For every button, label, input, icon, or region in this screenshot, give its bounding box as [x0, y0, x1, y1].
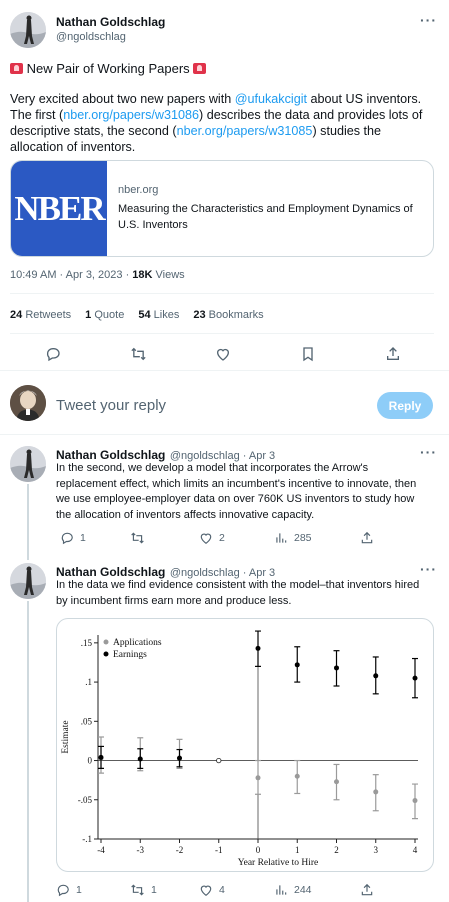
data-point-applications [256, 775, 261, 780]
tweet-stats [10, 309, 264, 321]
share-icon[interactable] [360, 531, 374, 545]
views-count: 18K [132, 269, 153, 281]
bookmarks-stat[interactable]: 23 Bookmarks [193, 309, 264, 321]
reference-point [217, 758, 221, 762]
data-point-applications [373, 789, 378, 794]
views-icon[interactable] [274, 883, 312, 897]
reply-text: In the second, we develop a model that incorporates the Arrow's replacement effect, which limits an incumbent's incentive to innovate, then we use employee-employer data on over 760K US inventors to study how the allocation of inventors affects innovative capacity. [56, 462, 417, 521]
data-point-applications [295, 774, 300, 779]
like-icon[interactable] [215, 346, 231, 362]
x-axis-label: Year Relative to Hire [237, 858, 319, 868]
reply-author-name[interactable]: Nathan Goldschlag [56, 565, 166, 579]
data-point-earnings [177, 756, 182, 761]
siren-emoji-icon [10, 63, 23, 74]
headline-text: New Pair of Working Papers [26, 61, 190, 76]
reply-author-avatar[interactable] [10, 446, 46, 482]
link-preview-card[interactable] [10, 160, 434, 257]
body-text: about US inventors. The first ( [10, 92, 422, 122]
y-tick-label: -.05 [77, 794, 92, 805]
x-tick-label: 3 [373, 845, 378, 855]
views-label: Views [152, 269, 185, 281]
y-tick-label: 0 [87, 755, 92, 766]
views-count: 285 [294, 532, 312, 544]
data-point-earnings [334, 665, 339, 670]
thread-line [27, 484, 29, 560]
y-tick-label: .05 [80, 716, 92, 727]
legend-marker [104, 640, 109, 645]
divider [0, 370, 449, 371]
reply-meta[interactable]: @ngoldschlag · Apr 3 [169, 567, 276, 579]
data-point-earnings [256, 646, 261, 651]
author-avatar[interactable] [10, 12, 46, 48]
body-text: Very excited about two new papers with [10, 92, 235, 106]
card-title: Measuring the Characteristics and Employment Dynamics of U.S. Inventors [118, 203, 413, 231]
like-count: 2 [219, 532, 225, 544]
siren-emoji-icon [193, 63, 206, 74]
thread-line [27, 601, 29, 902]
divider [10, 333, 434, 334]
paper-link-2[interactable]: nber.org/papers/w31085 [176, 124, 313, 138]
retweet-count: 1 [151, 884, 157, 896]
data-point-earnings [413, 676, 418, 681]
share-icon[interactable] [385, 346, 401, 362]
reply-author-name[interactable]: Nathan Goldschlag [56, 448, 166, 462]
legend-label: Earnings [113, 650, 147, 660]
reply-icon[interactable] [60, 531, 86, 545]
divider [0, 434, 449, 435]
retweet-icon[interactable] [130, 531, 151, 545]
reply-count: 1 [76, 884, 82, 896]
mention-link[interactable]: @ufukakcigit [234, 92, 308, 106]
x-tick-label: 2 [334, 845, 339, 855]
y-tick-label: .1 [85, 677, 92, 688]
reply-text: In the data we find evidence consistent with the model–that inventors hired by incumbent firms earn more and produce less. [56, 579, 420, 607]
data-point-applications [413, 798, 418, 803]
reply-button[interactable]: Reply [377, 392, 433, 419]
x-tick-label: 4 [412, 845, 418, 855]
divider [10, 293, 434, 294]
event-study-chart [57, 619, 433, 871]
x-tick-label: -2 [175, 845, 184, 855]
author-name[interactable]: Nathan Goldschlag [56, 15, 166, 29]
body-text: ) describes the data and provides lots of descriptive stats, the second ( [10, 108, 423, 138]
card-domain: nber.org [118, 184, 159, 196]
bookmark-icon[interactable] [300, 346, 316, 362]
quotes-stat[interactable]: 1 Quote [85, 309, 125, 321]
reply-input[interactable] [56, 393, 356, 417]
chart-image[interactable] [56, 618, 434, 872]
data-point-earnings [138, 756, 143, 761]
y-axis-label: Estimate [61, 720, 71, 754]
like-icon[interactable] [199, 531, 225, 545]
x-tick-label: -1 [215, 845, 223, 855]
tweet-timestamp[interactable] [10, 269, 185, 281]
retweets-stat[interactable]: 24 Retweets [10, 309, 72, 321]
legend-label: Applications [113, 638, 162, 648]
y-tick-label: -.1 [82, 834, 92, 844]
retweet-icon[interactable] [130, 883, 157, 897]
data-point-earnings [373, 673, 378, 678]
more-options-icon[interactable]: ··· [420, 12, 437, 28]
like-count: 4 [219, 884, 225, 896]
data-point-applications [334, 779, 339, 784]
y-tick-label: .15 [80, 637, 92, 648]
share-icon[interactable] [360, 883, 374, 897]
data-point-earnings [99, 755, 104, 760]
views-icon[interactable] [274, 531, 312, 545]
nber-logo: NBER [11, 161, 107, 256]
like-icon[interactable] [199, 883, 225, 897]
likes-stat[interactable]: 54 Likes [138, 309, 180, 321]
reply-icon[interactable] [45, 346, 61, 362]
tweet-headline [10, 61, 206, 77]
x-tick-label: 0 [255, 845, 261, 855]
data-point-earnings [295, 662, 300, 667]
reply-icon[interactable] [56, 883, 82, 897]
author-handle[interactable]: @ngoldschlag [56, 31, 126, 43]
reply-meta[interactable]: @ngoldschlag · Apr 3 [169, 450, 276, 462]
x-tick-label: -3 [136, 845, 144, 855]
views-count: 244 [294, 884, 312, 896]
legend-marker [104, 652, 109, 657]
body-text: ) studies the allocation of inventors. [10, 124, 382, 154]
current-user-avatar[interactable] [10, 385, 46, 421]
x-tick-label: 1 [295, 845, 300, 855]
retweet-icon[interactable] [130, 346, 147, 362]
reply-count: 1 [80, 532, 86, 544]
tweet-body [10, 91, 435, 155]
paper-link-1[interactable]: nber.org/papers/w31086 [63, 108, 200, 122]
timestamp-text: 10:49 AM · Apr 3, 2023 · [10, 269, 133, 281]
x-tick-label: -4 [97, 845, 105, 855]
more-options-icon[interactable]: ··· [420, 561, 437, 577]
reply-author-avatar[interactable] [10, 563, 46, 599]
more-options-icon[interactable]: ··· [420, 444, 437, 460]
